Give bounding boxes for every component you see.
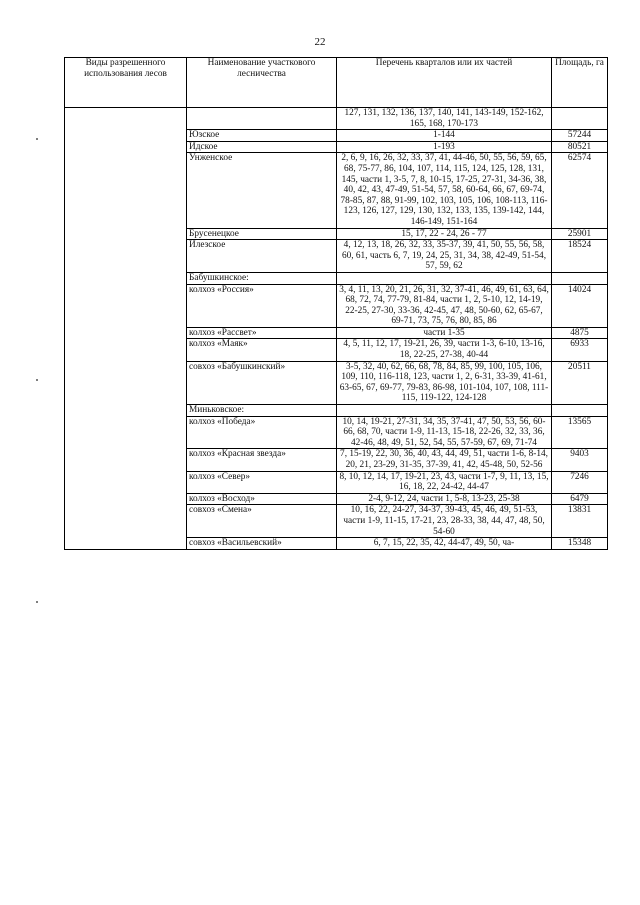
area-cell: 13565	[552, 416, 608, 449]
district-name-cell	[187, 108, 337, 130]
header-district-name: Наименование участкового лесничества	[187, 58, 337, 108]
page-number: 22	[314, 36, 326, 48]
table-header-row	[65, 58, 608, 108]
district-name-cell: Унженское	[187, 153, 337, 228]
district-name-cell: колхоз «Россия»	[187, 284, 337, 327]
district-name-cell: колхоз «Восход»	[187, 493, 337, 505]
district-name-cell: Миньковское:	[187, 405, 337, 417]
district-name-cell: совхоз «Смена»	[187, 505, 337, 538]
area-cell: 4875	[552, 327, 608, 339]
quarters-cell: части 1-35	[337, 327, 552, 339]
quarters-cell: 6, 7, 15, 22, 35, 42, 44-47, 49, 50, ча-	[337, 538, 552, 550]
quarters-cell	[337, 405, 552, 417]
quarters-cell: 3-5, 32, 40, 62, 66, 68, 78, 84, 85, 99, 100, 105, 106, 109, 110, 116-118, 123, части 1, 2, 6-31, 33-39, 41-61, 63-65, 67, 69-77, 79-83, 86-98, 101-104, 107, 108, 111-115, 119-122, 124-128	[337, 361, 552, 404]
quarters-cell: 8, 10, 12, 14, 17, 19-21, 23, 43, части 1-7, 9, 11, 13, 15, 16, 18, 22, 24-42, 44-47	[337, 471, 552, 493]
quarters-cell: 10, 14, 19-21, 27-31, 34, 35, 37-41, 47, 50, 53, 56, 60-66, 68, 70, части 1-9, 11-13, 15-18, 22-26, 32, 33, 36, 42-46, 48, 49, 51, 52, 54, 55, 57-59, 67, 69, 71-74	[337, 416, 552, 449]
quarters-cell	[337, 272, 552, 284]
quarters-cell: 1-144	[337, 130, 552, 142]
district-name-cell: Бабушкинское:	[187, 272, 337, 284]
area-cell: 20511	[552, 361, 608, 404]
table-body	[65, 108, 608, 550]
area-cell	[552, 108, 608, 130]
district-name-cell: Идское	[187, 141, 337, 153]
header-use-types: Виды разрешенного использования лесов	[65, 58, 187, 108]
quarters-cell: 7, 15-19, 22, 30, 36, 40, 43, 44, 49, 51, части 1-6, 8-14, 20, 21, 23-29, 31-35, 37-39, 41, 42, 45-48, 50, 52-56	[337, 449, 552, 471]
area-cell	[552, 405, 608, 417]
quarters-cell: 10, 16, 22, 24-27, 34-37, 39-43, 45, 46, 49, 51-53, части 1-9, 11-15, 17-21, 23, 28-33, 38, 44, 47, 48, 50, 54-60	[337, 505, 552, 538]
forest-use-table	[64, 57, 608, 550]
area-cell: 6479	[552, 493, 608, 505]
quarters-cell: 15, 17, 22 - 24, 26 - 77	[337, 228, 552, 240]
district-name-cell: Илезское	[187, 240, 337, 273]
scan-speck	[36, 138, 38, 140]
area-cell: 7246	[552, 471, 608, 493]
area-cell: 13831	[552, 505, 608, 538]
area-cell: 9403	[552, 449, 608, 471]
district-name-cell: совхоз «Бабушкинский»	[187, 361, 337, 404]
scan-speck	[36, 601, 38, 603]
district-name-cell: совхоз «Васильевский»	[187, 538, 337, 550]
quarters-cell: 2, 6, 9, 16, 26, 32, 33, 37, 41, 44-46, 50, 55, 56, 59, 65, 68, 75-77, 86, 104, 107, 114, 115, 124, 125, 128, 131, 145, части 1, 3-5, 7, 8, 10-15, 17-25, 27-31, 34-36, 38, 40, 42, 43, 47-49, 51-54, 57, 58, 60-64, 66, 67, 69-74, 78-85, 87, 88, 91-99, 102, 103, 105, 106, 108-113, 116-123, 126, 127, 129, 130, 132, 133, 135, 139-142, 144, 146-149, 151-164	[337, 153, 552, 228]
district-name-cell: колхоз «Красная звезда»	[187, 449, 337, 471]
area-cell: 18524	[552, 240, 608, 273]
area-cell: 80521	[552, 141, 608, 153]
quarters-cell: 3, 4, 11, 13, 20, 21, 26, 31, 32, 37-41, 46, 49, 61, 63, 64, 68, 72, 74, 77-79, 81-84, части 1, 2, 5-10, 12, 14-19, 22-25, 27-30, 33-36, 42-45, 47, 48, 50-60, 62, 65-67, 69-71, 73, 75, 76, 80, 85, 86	[337, 284, 552, 327]
header-area: Площадь, га	[552, 58, 608, 108]
district-name-cell: Брусенецкое	[187, 228, 337, 240]
area-cell: 15348	[552, 538, 608, 550]
quarters-cell: 1-193	[337, 141, 552, 153]
area-cell: 6933	[552, 339, 608, 361]
district-name-cell: колхоз «Север»	[187, 471, 337, 493]
use-type-cell	[65, 108, 187, 550]
district-name-cell: Юзское	[187, 130, 337, 142]
scan-speck	[36, 379, 38, 381]
area-cell	[552, 272, 608, 284]
area-cell: 57244	[552, 130, 608, 142]
district-name-cell: колхоз «Рассвет»	[187, 327, 337, 339]
quarters-cell: 127, 131, 132, 136, 137, 140, 141, 143-149, 152-162, 165, 168, 170-173	[337, 108, 552, 130]
quarters-cell: 2-4, 9-12, 24, части 1, 5-8, 13-23, 25-38	[337, 493, 552, 505]
district-name-cell: колхоз «Победа»	[187, 416, 337, 449]
header-quarters-list: Перечень кварталов или их частей	[337, 58, 552, 108]
quarters-cell: 4, 12, 13, 18, 26, 32, 33, 35-37, 39, 41, 50, 55, 56, 58, 60, 61, часть 6, 7, 19, 24, 25, 31, 34, 38, 42-49, 51-54, 57, 59, 62	[337, 240, 552, 273]
area-cell: 62574	[552, 153, 608, 228]
quarters-cell: 4, 5, 11, 12, 17, 19-21, 26, 39, части 1-3, 6-10, 13-16, 18, 22-25, 27-38, 40-44	[337, 339, 552, 361]
area-cell: 25901	[552, 228, 608, 240]
district-name-cell: колхоз «Маяк»	[187, 339, 337, 361]
table-row	[65, 108, 608, 130]
area-cell: 14024	[552, 284, 608, 327]
